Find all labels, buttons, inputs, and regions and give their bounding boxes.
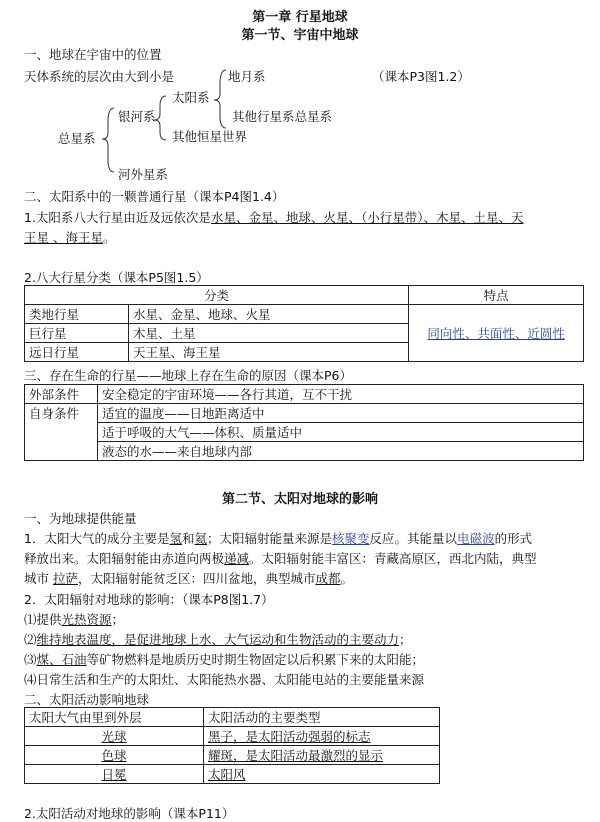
table-row bbox=[25, 727, 440, 746]
node-earth-moon-system: 地月系 bbox=[228, 69, 266, 84]
solar-activity-impact-heading: 2.太阳活动对地球的影响（课本P11） bbox=[24, 806, 235, 821]
planet-members: 天王星、海王星 bbox=[129, 343, 409, 362]
activity-cell: 耀斑，是太阳活动最激烈的显示 bbox=[204, 746, 440, 765]
header-activity-type: 太阳活动的主要类型 bbox=[204, 708, 440, 727]
table-row bbox=[25, 286, 584, 305]
answer-electromagnetic-wave: 电磁波 bbox=[457, 531, 495, 546]
external-label: 外部条件 bbox=[25, 385, 98, 404]
energy-para-line3 bbox=[24, 569, 353, 587]
planet-classification-table bbox=[24, 285, 584, 362]
table-row bbox=[25, 423, 584, 442]
table-row bbox=[25, 765, 440, 784]
heading-solar-activity: 二、太阳活动影响地球 bbox=[24, 692, 150, 707]
chapter-title: 第一章 行星地球 bbox=[252, 10, 348, 25]
text-run: 释放出来。太阳辐射能由赤道向两极 bbox=[24, 551, 225, 566]
planets-order-line1 bbox=[24, 208, 523, 226]
energy-para-line2 bbox=[24, 549, 537, 567]
planet-features: 同向性、共面性、近圆性 bbox=[409, 305, 584, 362]
text-run: 和 bbox=[181, 531, 195, 546]
brace-lines bbox=[0, 0, 600, 190]
header-classification: 分类 bbox=[25, 286, 409, 305]
activity-cell: 黑子，是太阳活动强弱的标志 bbox=[204, 727, 440, 746]
answer-coal-oil: 煤、石油 bbox=[36, 652, 87, 667]
answer-decrease: 递减 bbox=[224, 551, 250, 566]
planet-members: 水星、金星、地球、火星 bbox=[129, 305, 409, 324]
planets-order-prefix: 1.太阳系八大行星由近及远依次是 bbox=[24, 210, 211, 225]
table-row bbox=[25, 442, 584, 461]
text-run: ； bbox=[399, 632, 412, 647]
internal-condition: 适于呼吸的大气——体积、质量适中 bbox=[98, 423, 584, 442]
text-run: 的形式 bbox=[494, 531, 533, 546]
answer-chengdu: 成都 bbox=[315, 571, 341, 586]
impact-item-4: ⑷日常生活和生产的太阳灶、太阳能热水器、太阳能电站的主要能量来源 bbox=[24, 672, 425, 687]
planets-order-line2 bbox=[24, 228, 116, 246]
heading-earth-position: 一、地球在宇宙中的位置 bbox=[24, 47, 162, 62]
layer-cell: 色球 bbox=[25, 746, 204, 765]
planets-order-list-a: 水星、金星、地球、火星、（小行星带）、木星、土星、天 bbox=[210, 210, 524, 225]
planets-order-list-b: 王星 、海王星 bbox=[24, 230, 103, 245]
planet-type: 巨行星 bbox=[25, 324, 129, 343]
text-run: 1．太阳大气的成分主要是 bbox=[24, 531, 170, 546]
text-run: ，太阳辐射能贫乏区：四川盆地，典型城市 bbox=[78, 571, 316, 586]
heading-ordinary-planet: 二、太阳系中的一颗普通行星（课本P4图1.4） bbox=[24, 189, 285, 204]
planet-type: 类地行星 bbox=[25, 305, 129, 324]
planet-classification-heading: 2.八大行星分类（课本P5图1.5） bbox=[24, 270, 209, 285]
node-total-system: 总星系 bbox=[58, 131, 96, 146]
radiation-impact-heading: 2．太阳辐射对地球的影响：（课本P8图1.7） bbox=[24, 592, 274, 607]
planet-members: 木星、土星 bbox=[129, 324, 409, 343]
table-row bbox=[25, 746, 440, 765]
life-conditions-table bbox=[24, 384, 584, 461]
heading-energy: 一、为地球提供能量 bbox=[24, 511, 137, 526]
answer-helium: 氦 bbox=[194, 531, 208, 546]
node-other-stars: 其他恒星世界 bbox=[172, 129, 248, 144]
answer-light-heat: 光热资源 bbox=[61, 612, 112, 627]
activity-cell: 太阳风 bbox=[204, 765, 440, 784]
impact-item-2 bbox=[24, 630, 412, 648]
node-other-planet-systems: 其他行星系总星系 bbox=[232, 109, 333, 124]
text-run: 城市 bbox=[24, 571, 53, 586]
table-row bbox=[25, 708, 440, 727]
layer-cell: 日冕 bbox=[25, 765, 204, 784]
answer-hydrogen: 氢 bbox=[169, 531, 182, 546]
planet-type: 远日行星 bbox=[25, 343, 129, 362]
table-row bbox=[25, 385, 584, 404]
text-run: 反应。其能量以 bbox=[369, 531, 458, 546]
internal-condition: 适宜的温度——日地距离适中 bbox=[98, 404, 584, 423]
header-features: 特点 bbox=[409, 286, 584, 305]
table-row bbox=[25, 305, 584, 324]
node-extragalactic: 河外星系 bbox=[118, 167, 169, 182]
solar-activity-table bbox=[24, 707, 440, 784]
header-layer: 太阳大气由里到外层 bbox=[25, 708, 204, 727]
impact-item-3 bbox=[24, 650, 424, 668]
hierarchy-intro: 天体系统的层次由大到小是 bbox=[24, 69, 175, 84]
node-milky-way: 银河系 bbox=[118, 109, 156, 124]
answer-surface-temp: 维持地表温度，是促进地球上水、大气运动和生物活动的主要动力 bbox=[36, 632, 400, 647]
section2-title: 第二节、太阳对地球的影响 bbox=[221, 492, 378, 507]
text-run: 。 bbox=[340, 571, 354, 586]
text-run: ； bbox=[111, 612, 125, 627]
answer-lhasa: 拉萨 bbox=[52, 571, 78, 586]
internal-label: 自身条件 bbox=[25, 404, 98, 461]
node-solar-system: 太阳系 bbox=[172, 90, 210, 105]
answer-nuclear-fusion: 核聚变 bbox=[332, 531, 370, 546]
internal-condition: 液态的水——来自地球内部 bbox=[98, 442, 584, 461]
text-run: 等矿物燃料是地质历史时期生物固定以后积累下来的太阳能； bbox=[86, 652, 425, 667]
text-run: ⑶ bbox=[24, 652, 37, 667]
energy-para-line1 bbox=[24, 529, 532, 547]
heading-life-reasons: 三、存在生命的行星——地球上存在生命的原因（课本P6） bbox=[24, 368, 352, 383]
text-run: ⑴提供 bbox=[24, 612, 62, 627]
planets-order-end: 。 bbox=[102, 230, 116, 245]
impact-item-1 bbox=[24, 610, 124, 628]
section1-title: 第一节、宇宙中地球 bbox=[241, 28, 359, 43]
table-row bbox=[25, 404, 584, 423]
external-condition: 安全稳定的宇宙环境——各行其道，互不干扰 bbox=[98, 385, 584, 404]
text-run: ⑵ bbox=[24, 632, 37, 647]
hierarchy-ref: （课本P3图1.2） bbox=[372, 69, 470, 84]
text-run: ；太阳辐射能量来源是 bbox=[207, 531, 333, 546]
text-run: 。太阳辐射能丰富区：青藏高原区，西北内陆，典型 bbox=[249, 551, 537, 566]
layer-cell: 光球 bbox=[25, 727, 204, 746]
